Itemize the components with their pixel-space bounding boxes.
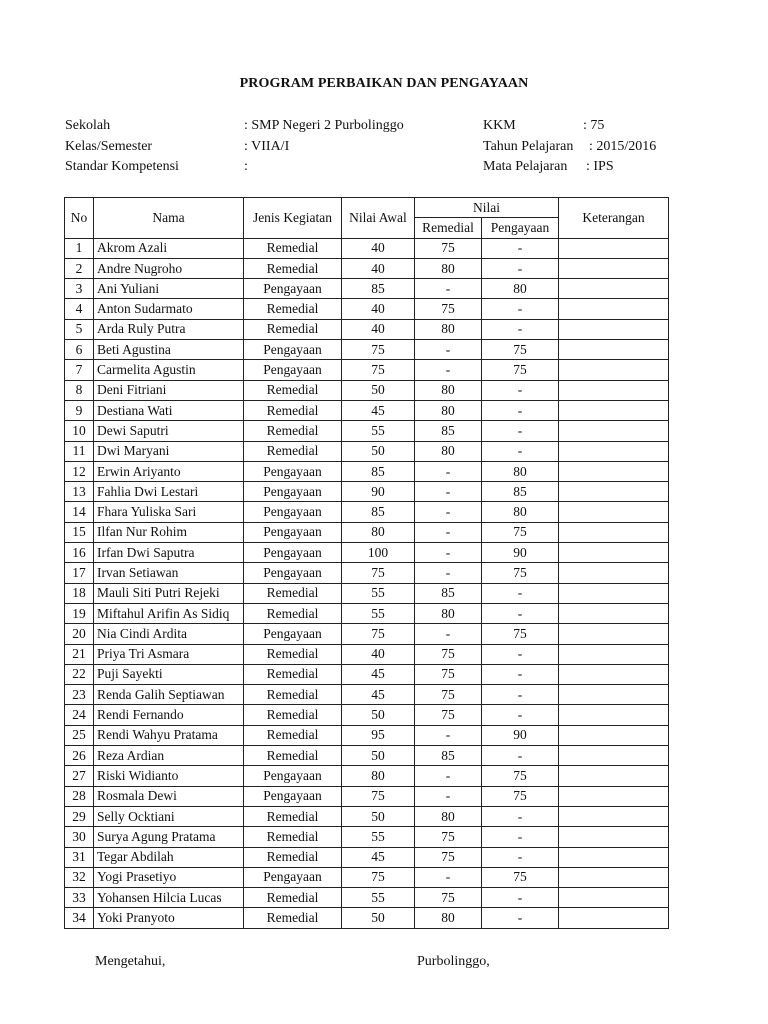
cell-no: 12 bbox=[65, 461, 94, 481]
cell-nilai-awal: 40 bbox=[342, 644, 415, 664]
cell-jenis-kegiatan: Remedial bbox=[244, 319, 342, 339]
cell-pengayaan: 75 bbox=[482, 624, 559, 644]
cell-nama: Mauli Siti Putri Rejeki bbox=[94, 583, 244, 603]
cell-no: 28 bbox=[65, 786, 94, 806]
kkm-label: KKM bbox=[483, 118, 516, 133]
cell-nilai-awal: 50 bbox=[342, 380, 415, 400]
cell-nilai-awal: 80 bbox=[342, 522, 415, 542]
cell-nilai-awal: 90 bbox=[342, 482, 415, 502]
cell-nama: Irfan Dwi Saputra bbox=[94, 543, 244, 563]
cell-remedial: 80 bbox=[415, 908, 482, 928]
cell-nilai-awal: 40 bbox=[342, 299, 415, 319]
cell-remedial: 80 bbox=[415, 806, 482, 826]
cell-pengayaan: - bbox=[482, 664, 559, 684]
header-no: No bbox=[65, 198, 94, 239]
cell-jenis-kegiatan: Remedial bbox=[244, 583, 342, 603]
table-row bbox=[65, 644, 669, 664]
cell-no: 5 bbox=[65, 319, 94, 339]
cell-remedial: - bbox=[415, 461, 482, 481]
cell-remedial: - bbox=[415, 786, 482, 806]
cell-nama: Beti Agustina bbox=[94, 340, 244, 360]
table-row bbox=[65, 279, 669, 299]
table-row bbox=[65, 685, 669, 705]
cell-nilai-awal: 75 bbox=[342, 340, 415, 360]
cell-remedial: 75 bbox=[415, 847, 482, 867]
cell-pengayaan: 85 bbox=[482, 482, 559, 502]
cell-keterangan bbox=[559, 685, 669, 705]
table-row bbox=[65, 725, 669, 745]
cell-nama: Anton Sudarmato bbox=[94, 299, 244, 319]
cell-no: 20 bbox=[65, 624, 94, 644]
cell-keterangan bbox=[559, 421, 669, 441]
cell-nama: Riski Widianto bbox=[94, 766, 244, 786]
cell-remedial: - bbox=[415, 725, 482, 745]
cell-jenis-kegiatan: Pengayaan bbox=[244, 543, 342, 563]
cell-nama: Yoki Pranyoto bbox=[94, 908, 244, 928]
cell-nilai-awal: 45 bbox=[342, 847, 415, 867]
cell-jenis-kegiatan: Pengayaan bbox=[244, 279, 342, 299]
cell-no: 24 bbox=[65, 705, 94, 725]
cell-no: 25 bbox=[65, 725, 94, 745]
cell-pengayaan: 75 bbox=[482, 867, 559, 887]
cell-nilai-awal: 50 bbox=[342, 746, 415, 766]
cell-nama: Irvan Setiawan bbox=[94, 563, 244, 583]
cell-remedial: 85 bbox=[415, 583, 482, 603]
standar-kompetensi-value: : bbox=[244, 159, 248, 174]
cell-remedial: - bbox=[415, 360, 482, 380]
cell-jenis-kegiatan: Pengayaan bbox=[244, 563, 342, 583]
cell-nilai-awal: 55 bbox=[342, 827, 415, 847]
cell-nama: Yohansen Hilcia Lucas bbox=[94, 888, 244, 908]
cell-nilai-awal: 80 bbox=[342, 766, 415, 786]
table-row bbox=[65, 603, 669, 623]
cell-no: 17 bbox=[65, 563, 94, 583]
cell-keterangan bbox=[559, 380, 669, 400]
cell-no: 10 bbox=[65, 421, 94, 441]
cell-nilai-awal: 50 bbox=[342, 908, 415, 928]
cell-jenis-kegiatan: Pengayaan bbox=[244, 502, 342, 522]
table-row bbox=[65, 502, 669, 522]
cell-pengayaan: 75 bbox=[482, 563, 559, 583]
cell-nilai-awal: 85 bbox=[342, 461, 415, 481]
cell-no: 15 bbox=[65, 522, 94, 542]
table-row bbox=[65, 827, 669, 847]
cell-pengayaan: - bbox=[482, 238, 559, 258]
table-row bbox=[65, 360, 669, 380]
cell-no: 19 bbox=[65, 603, 94, 623]
cell-nilai-awal: 55 bbox=[342, 603, 415, 623]
cell-remedial: 80 bbox=[415, 258, 482, 278]
cell-no: 6 bbox=[65, 340, 94, 360]
table-row bbox=[65, 664, 669, 684]
cell-nama: Rendi Fernando bbox=[94, 705, 244, 725]
cell-no: 1 bbox=[65, 238, 94, 258]
cell-keterangan bbox=[559, 502, 669, 522]
cell-jenis-kegiatan: Remedial bbox=[244, 664, 342, 684]
cell-jenis-kegiatan: Remedial bbox=[244, 908, 342, 928]
cell-no: 32 bbox=[65, 867, 94, 887]
cell-nama: Dwi Maryani bbox=[94, 441, 244, 461]
header-nilai: Nilai bbox=[415, 198, 559, 218]
cell-no: 13 bbox=[65, 482, 94, 502]
table-row bbox=[65, 258, 669, 278]
cell-nilai-awal: 85 bbox=[342, 502, 415, 522]
cell-remedial: 75 bbox=[415, 299, 482, 319]
cell-pengayaan: - bbox=[482, 421, 559, 441]
cell-remedial: - bbox=[415, 563, 482, 583]
cell-pengayaan: - bbox=[482, 827, 559, 847]
table-row bbox=[65, 705, 669, 725]
cell-nilai-awal: 75 bbox=[342, 867, 415, 887]
cell-no: 29 bbox=[65, 806, 94, 826]
cell-pengayaan: - bbox=[482, 400, 559, 420]
cell-keterangan bbox=[559, 319, 669, 339]
cell-keterangan bbox=[559, 441, 669, 461]
cell-nilai-awal: 45 bbox=[342, 400, 415, 420]
cell-nama: Puji Sayekti bbox=[94, 664, 244, 684]
cell-jenis-kegiatan: Pengayaan bbox=[244, 461, 342, 481]
cell-no: 4 bbox=[65, 299, 94, 319]
cell-keterangan bbox=[559, 238, 669, 258]
cell-keterangan bbox=[559, 522, 669, 542]
cell-keterangan bbox=[559, 725, 669, 745]
cell-nama: Destiana Wati bbox=[94, 400, 244, 420]
cell-pengayaan: - bbox=[482, 258, 559, 278]
cell-no: 33 bbox=[65, 888, 94, 908]
table-row bbox=[65, 583, 669, 603]
cell-keterangan bbox=[559, 644, 669, 664]
cell-nilai-awal: 75 bbox=[342, 563, 415, 583]
cell-remedial: - bbox=[415, 502, 482, 522]
cell-keterangan bbox=[559, 603, 669, 623]
cell-keterangan bbox=[559, 583, 669, 603]
cell-pengayaan: 90 bbox=[482, 725, 559, 745]
table-row bbox=[65, 319, 669, 339]
cell-nilai-awal: 75 bbox=[342, 624, 415, 644]
table-body bbox=[65, 238, 669, 928]
mata-pelajaran-value: : IPS bbox=[586, 159, 614, 174]
cell-nama: Andre Nugroho bbox=[94, 258, 244, 278]
cell-nama: Carmelita Agustin bbox=[94, 360, 244, 380]
cell-pengayaan: - bbox=[482, 806, 559, 826]
table-row bbox=[65, 441, 669, 461]
table-row bbox=[65, 340, 669, 360]
cell-jenis-kegiatan: Remedial bbox=[244, 258, 342, 278]
location-date-label: Purbolinggo, bbox=[417, 954, 490, 969]
cell-pengayaan: - bbox=[482, 603, 559, 623]
cell-keterangan bbox=[559, 624, 669, 644]
cell-nilai-awal: 50 bbox=[342, 705, 415, 725]
cell-remedial: - bbox=[415, 624, 482, 644]
cell-nama: Rosmala Dewi bbox=[94, 786, 244, 806]
cell-jenis-kegiatan: Pengayaan bbox=[244, 786, 342, 806]
cell-nama: Miftahul Arifin As Sidiq bbox=[94, 603, 244, 623]
cell-remedial: 80 bbox=[415, 603, 482, 623]
cell-remedial: - bbox=[415, 340, 482, 360]
cell-remedial: 75 bbox=[415, 644, 482, 664]
table-row bbox=[65, 806, 669, 826]
cell-remedial: 80 bbox=[415, 319, 482, 339]
cell-nilai-awal: 95 bbox=[342, 725, 415, 745]
cell-nama: Yogi Prasetiyo bbox=[94, 867, 244, 887]
cell-jenis-kegiatan: Remedial bbox=[244, 685, 342, 705]
cell-pengayaan: - bbox=[482, 705, 559, 725]
cell-nilai-awal: 55 bbox=[342, 888, 415, 908]
cell-nama: Fahlia Dwi Lestari bbox=[94, 482, 244, 502]
cell-nama: Ani Yuliani bbox=[94, 279, 244, 299]
cell-pengayaan: 80 bbox=[482, 461, 559, 481]
sekolah-label: Sekolah bbox=[65, 118, 111, 133]
cell-nama: Surya Agung Pratama bbox=[94, 827, 244, 847]
cell-pengayaan: 80 bbox=[482, 279, 559, 299]
cell-no: 3 bbox=[65, 279, 94, 299]
cell-remedial: 75 bbox=[415, 827, 482, 847]
cell-no: 27 bbox=[65, 766, 94, 786]
cell-nilai-awal: 55 bbox=[342, 583, 415, 603]
cell-nilai-awal: 45 bbox=[342, 685, 415, 705]
cell-no: 7 bbox=[65, 360, 94, 380]
grades-table bbox=[64, 197, 669, 929]
cell-pengayaan: 75 bbox=[482, 786, 559, 806]
cell-keterangan bbox=[559, 563, 669, 583]
cell-keterangan bbox=[559, 258, 669, 278]
cell-keterangan bbox=[559, 360, 669, 380]
cell-jenis-kegiatan: Pengayaan bbox=[244, 482, 342, 502]
cell-keterangan bbox=[559, 705, 669, 725]
cell-nilai-awal: 75 bbox=[342, 786, 415, 806]
cell-pengayaan: 80 bbox=[482, 502, 559, 522]
cell-jenis-kegiatan: Remedial bbox=[244, 238, 342, 258]
header-nilai-awal: Nilai Awal bbox=[342, 198, 415, 239]
table-row bbox=[65, 746, 669, 766]
cell-pengayaan: - bbox=[482, 746, 559, 766]
cell-no: 9 bbox=[65, 400, 94, 420]
cell-keterangan bbox=[559, 461, 669, 481]
cell-jenis-kegiatan: Pengayaan bbox=[244, 624, 342, 644]
cell-pengayaan: 75 bbox=[482, 522, 559, 542]
kkm-value: : 75 bbox=[583, 118, 605, 133]
cell-jenis-kegiatan: Remedial bbox=[244, 888, 342, 908]
cell-jenis-kegiatan: Remedial bbox=[244, 827, 342, 847]
table-row bbox=[65, 563, 669, 583]
cell-remedial: 85 bbox=[415, 746, 482, 766]
cell-nama: Ilfan Nur Rohim bbox=[94, 522, 244, 542]
cell-no: 8 bbox=[65, 380, 94, 400]
cell-nilai-awal: 50 bbox=[342, 806, 415, 826]
cell-remedial: 80 bbox=[415, 400, 482, 420]
table-row bbox=[65, 867, 669, 887]
cell-nilai-awal: 45 bbox=[342, 664, 415, 684]
cell-pengayaan: - bbox=[482, 583, 559, 603]
cell-no: 30 bbox=[65, 827, 94, 847]
table-row bbox=[65, 888, 669, 908]
cell-jenis-kegiatan: Remedial bbox=[244, 400, 342, 420]
cell-nama: Fhara Yuliska Sari bbox=[94, 502, 244, 522]
table-row bbox=[65, 624, 669, 644]
cell-jenis-kegiatan: Remedial bbox=[244, 603, 342, 623]
table-row bbox=[65, 380, 669, 400]
cell-pengayaan: - bbox=[482, 685, 559, 705]
cell-no: 2 bbox=[65, 258, 94, 278]
standar-kompetensi-label: Standar Kompetensi bbox=[65, 159, 179, 174]
cell-no: 22 bbox=[65, 664, 94, 684]
cell-keterangan bbox=[559, 908, 669, 928]
cell-remedial: 75 bbox=[415, 685, 482, 705]
mata-pelajaran-label: Mata Pelajaran bbox=[483, 159, 568, 174]
cell-remedial: 75 bbox=[415, 664, 482, 684]
cell-pengayaan: 75 bbox=[482, 766, 559, 786]
table-row bbox=[65, 908, 669, 928]
sekolah-value: : SMP Negeri 2 Purbolinggo bbox=[244, 118, 404, 133]
table-row bbox=[65, 299, 669, 319]
cell-nilai-awal: 75 bbox=[342, 360, 415, 380]
cell-nilai-awal: 40 bbox=[342, 319, 415, 339]
cell-nama: Nia Cindi Ardita bbox=[94, 624, 244, 644]
cell-remedial: 80 bbox=[415, 380, 482, 400]
header-pengayaan: Pengayaan bbox=[482, 218, 559, 238]
cell-pengayaan: - bbox=[482, 908, 559, 928]
cell-keterangan bbox=[559, 279, 669, 299]
cell-keterangan bbox=[559, 664, 669, 684]
cell-jenis-kegiatan: Remedial bbox=[244, 746, 342, 766]
cell-nama: Akrom Azali bbox=[94, 238, 244, 258]
cell-jenis-kegiatan: Remedial bbox=[244, 441, 342, 461]
cell-nama: Tegar Abdilah bbox=[94, 847, 244, 867]
cell-nilai-awal: 85 bbox=[342, 279, 415, 299]
cell-no: 23 bbox=[65, 685, 94, 705]
table-row bbox=[65, 522, 669, 542]
cell-jenis-kegiatan: Remedial bbox=[244, 725, 342, 745]
cell-remedial: - bbox=[415, 482, 482, 502]
cell-nilai-awal: 50 bbox=[342, 441, 415, 461]
cell-nama: Rendi Wahyu Pratama bbox=[94, 725, 244, 745]
cell-no: 18 bbox=[65, 583, 94, 603]
cell-keterangan bbox=[559, 543, 669, 563]
cell-nilai-awal: 40 bbox=[342, 238, 415, 258]
kelas-value: : VIIA/I bbox=[244, 139, 290, 154]
header-nama: Nama bbox=[94, 198, 244, 239]
cell-keterangan bbox=[559, 827, 669, 847]
cell-jenis-kegiatan: Pengayaan bbox=[244, 340, 342, 360]
cell-jenis-kegiatan: Remedial bbox=[244, 299, 342, 319]
cell-keterangan bbox=[559, 867, 669, 887]
cell-nama: Arda Ruly Putra bbox=[94, 319, 244, 339]
cell-remedial: 75 bbox=[415, 888, 482, 908]
header-remedial: Remedial bbox=[415, 218, 482, 238]
cell-nama: Deni Fitriani bbox=[94, 380, 244, 400]
cell-nilai-awal: 55 bbox=[342, 421, 415, 441]
cell-no: 34 bbox=[65, 908, 94, 928]
cell-remedial: - bbox=[415, 543, 482, 563]
kelas-label: Kelas/Semester bbox=[65, 139, 153, 154]
cell-keterangan bbox=[559, 786, 669, 806]
table-row bbox=[65, 847, 669, 867]
cell-remedial: 85 bbox=[415, 421, 482, 441]
tahun-value: : 2015/2016 bbox=[589, 139, 657, 154]
cell-nama: Dewi Saputri bbox=[94, 421, 244, 441]
cell-no: 26 bbox=[65, 746, 94, 766]
cell-remedial: - bbox=[415, 522, 482, 542]
cell-jenis-kegiatan: Pengayaan bbox=[244, 867, 342, 887]
cell-jenis-kegiatan: Remedial bbox=[244, 421, 342, 441]
mengetahui-label: Mengetahui, bbox=[95, 954, 166, 969]
cell-jenis-kegiatan: Pengayaan bbox=[244, 360, 342, 380]
cell-keterangan bbox=[559, 746, 669, 766]
cell-pengayaan: - bbox=[482, 441, 559, 461]
table-row bbox=[65, 238, 669, 258]
cell-nama: Erwin Ariyanto bbox=[94, 461, 244, 481]
table-row bbox=[65, 766, 669, 786]
header-keterangan: Keterangan bbox=[559, 198, 669, 239]
cell-jenis-kegiatan: Pengayaan bbox=[244, 766, 342, 786]
cell-remedial: 80 bbox=[415, 441, 482, 461]
cell-pengayaan: - bbox=[482, 888, 559, 908]
cell-keterangan bbox=[559, 888, 669, 908]
cell-remedial: - bbox=[415, 867, 482, 887]
cell-remedial: 75 bbox=[415, 705, 482, 725]
cell-keterangan bbox=[559, 766, 669, 786]
cell-no: 11 bbox=[65, 441, 94, 461]
cell-no: 31 bbox=[65, 847, 94, 867]
cell-remedial: 75 bbox=[415, 238, 482, 258]
cell-pengayaan: 90 bbox=[482, 543, 559, 563]
table-row bbox=[65, 786, 669, 806]
cell-jenis-kegiatan: Remedial bbox=[244, 705, 342, 725]
cell-nilai-awal: 40 bbox=[342, 258, 415, 278]
cell-nama: Selly Ocktiani bbox=[94, 806, 244, 826]
cell-pengayaan: - bbox=[482, 319, 559, 339]
cell-pengayaan: 75 bbox=[482, 360, 559, 380]
cell-jenis-kegiatan: Remedial bbox=[244, 806, 342, 826]
cell-jenis-kegiatan: Remedial bbox=[244, 644, 342, 664]
table-row bbox=[65, 461, 669, 481]
cell-keterangan bbox=[559, 299, 669, 319]
table-row bbox=[65, 421, 669, 441]
cell-pengayaan: - bbox=[482, 644, 559, 664]
cell-nama: Renda Galih Septiawan bbox=[94, 685, 244, 705]
cell-keterangan bbox=[559, 340, 669, 360]
cell-jenis-kegiatan: Remedial bbox=[244, 847, 342, 867]
cell-keterangan bbox=[559, 806, 669, 826]
cell-jenis-kegiatan: Remedial bbox=[244, 380, 342, 400]
cell-remedial: - bbox=[415, 279, 482, 299]
cell-remedial: - bbox=[415, 766, 482, 786]
tahun-label: Tahun Pelajaran bbox=[483, 139, 574, 154]
cell-nama: Priya Tri Asmara bbox=[94, 644, 244, 664]
cell-jenis-kegiatan: Pengayaan bbox=[244, 522, 342, 542]
header-jenis-kegiatan: Jenis Kegiatan bbox=[244, 198, 342, 239]
table-row bbox=[65, 400, 669, 420]
cell-pengayaan: - bbox=[482, 847, 559, 867]
cell-no: 16 bbox=[65, 543, 94, 563]
cell-nilai-awal: 100 bbox=[342, 543, 415, 563]
cell-pengayaan: - bbox=[482, 380, 559, 400]
document-title: PROGRAM PERBAIKAN DAN PENGAYAAN bbox=[239, 76, 529, 91]
table-row bbox=[65, 482, 669, 502]
cell-keterangan bbox=[559, 482, 669, 502]
cell-pengayaan: 75 bbox=[482, 340, 559, 360]
cell-no: 21 bbox=[65, 644, 94, 664]
cell-no: 14 bbox=[65, 502, 94, 522]
cell-keterangan bbox=[559, 400, 669, 420]
table-row bbox=[65, 543, 669, 563]
cell-nama: Reza Ardian bbox=[94, 746, 244, 766]
cell-pengayaan: - bbox=[482, 299, 559, 319]
cell-keterangan bbox=[559, 847, 669, 867]
